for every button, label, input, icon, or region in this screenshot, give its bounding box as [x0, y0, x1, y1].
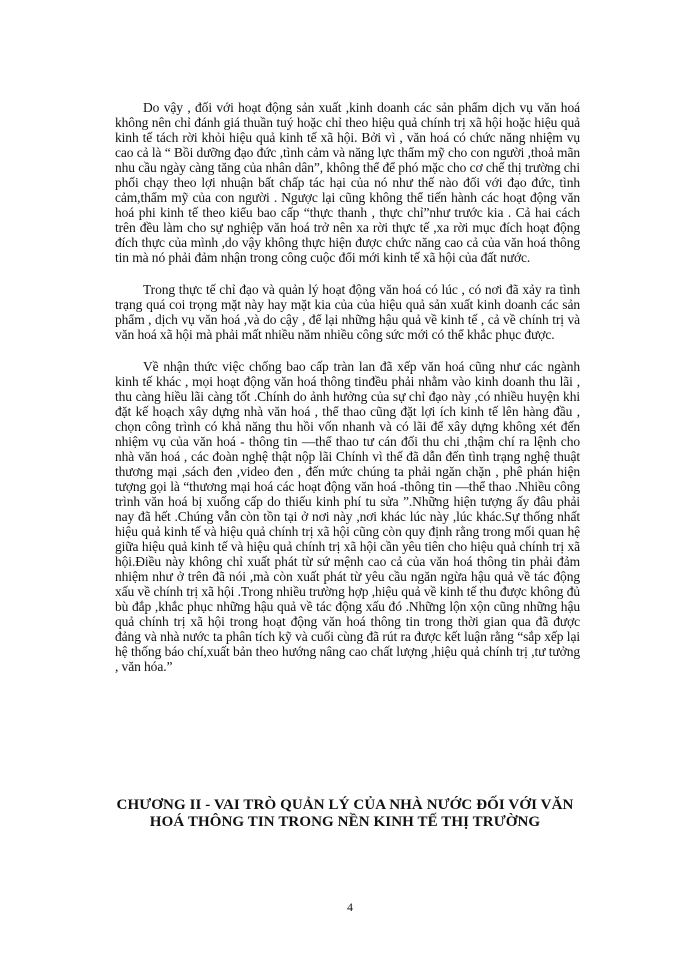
paragraph-2: Trong thực tế chỉ đạo và quản lý hoạt động văn hoá có lúc , có nơi đã xảy ra tình trạng quá coi trọng mặt này hay mặt kia của của hiệu quả sản xuất kinh doanh các sản phẩm , dịch vụ văn hoá ,và do cậy , để lại những hậu quả về kinh tế , cả về chính trị và văn hoá xã hội mà phải mất nhiều năm nhiều công sức mới có thể khắc phục được. — [115, 282, 580, 342]
chapter-heading — [100, 797, 590, 831]
chapter-heading-line-1: CHƯƠNG II - VAI TRÒ QUẢN LÝ CỦA NHÀ NƯỚC ĐỐI VỚI VĂN — [116, 797, 574, 813]
paragraph-3: Về nhận thức việc chống bao cấp tràn lan đã xếp văn hoá cũng như các ngành kinh tế khác , mọi hoạt động văn hoá thông tinđều phải nhằm vào kinh doanh thu lãi , thu càng hiều lãi càng tốt .Chính do ảnh hưởng của sự chỉ đạo này ,có nhiều huyện khi đặt kế hoạch xây dựng nhà văn hoá , thể thao cũng đặt lợi ích kinh tế lên hàng đầu , chọn công trình có khả năng thu hồi vốn nhanh và có lãi để xây dựng không xét đến nhiệm vụ của văn hoá - thông tin —thể thao tư cán đối thu chi ,thậm chí ra lệnh cho nhà văn hoá , các đoàn nghệ thật nộp lãi Chính vì thế đã dẫn đến tình trạng nghệ thuật thương mại ,sách đen ,video đen , đến mức chúng ta phải ngăn chặn , phê phán hiện tượng gọi là “thương mại hoá các hoạt động văn hoá -thông tin —thể thao .Nhiều công trình văn hoá bị xuống cấp do thiếu kinh phí tu sửa ”.Những hiện tượng ấy đâu phải nay đã hết .Chúng vẫn còn tồn tại ở nơi này ,nơi khác lúc này ,lúc khác.Sự thống nhất hiệu quả kinh tế và hiệu quả chính trị xã hội cũng còn quy định rằng trong mối quan hệ giữa hiệu quả kinh tế và hiệu quả chính trị xã hội cần yêu tiên cho hiệu quả chính trị xã hội.Điều này không chỉ xuất phát từ sứ mệnh cao cả của văn hoá thông tin phải đảm nhiệm như ở trên đã nói ,mà còn xuất phát từ yêu cầu ngăn ngừa hậu quả về tác động xấu về chính trị xã hội .Trong nhiều trường hợp ,hiệu quả về kinh tế thu được không đủ bù đắp ,khắc phục những hậu quả về tác động xấu đó .Những lộn xộn cũng những hậu quả chính trị xã hội trong hoạt động văn hoá thông tin trong thời gian qua đã được đảng và nhà nước ta phân tích kỹ và cuối cùng đã rút ra được kết luận rằng “sắp xếp lại hệ thống báo chí,xuất bản theo hướng nâng cao chất lượng ,hiệu quả chính trị ,tư tưởng , văn hóa.” — [115, 359, 580, 674]
chapter-heading-line-2: HOÁ THÔNG TIN TRONG NỀN KINH TẾ THỊ TRƯỜNG — [149, 814, 541, 830]
paragraph-1: Do vậy , đối với hoạt động sản xuất ,kinh doanh các sản phẩm dịch vụ văn hoá không nên chỉ đánh giá thuần tuý hoặc chỉ theo hiệu quả chính trị xã hội hoặc hiệu quả kinh tế tách rời khỏi hiệu quả kinh tế xã hội. Bởi vì , văn hoá có chức năng nhiệm vụ cao cả là “ Bồi dưỡng đạo đức ,tình cảm và năng lực thẩm mỹ cho con người ,thoả mãn nhu cầu ngày càng tăng của nhân dân”, không thể để phó mặc cho cơ chế thị trường chi phối chạy theo lợi nhuận bất chấp tác hại của nó như thế nào đối với đạo đức, tình cảm,thẩm mỹ của con người . Ngược lại cũng không thể tiến hành các hoạt động văn hoá phi kinh tế theo kiểu bao cấp “thực thanh , thực chỉ”như trước kia . Cả hai cách trên đều làm cho sự nghiệp văn hoá trở nên xa rời thực tế ,xa rời mục đích hoạt động đích thực của mình ,do vậy không thực hiện được chức năng cao cả của văn hoá thông tin mà nó phải đảm nhận trong công cuộc đổi mới kinh tế xã hội của đất nước. — [115, 100, 580, 265]
body-text — [115, 100, 580, 674]
page-number: 4 — [347, 900, 353, 914]
